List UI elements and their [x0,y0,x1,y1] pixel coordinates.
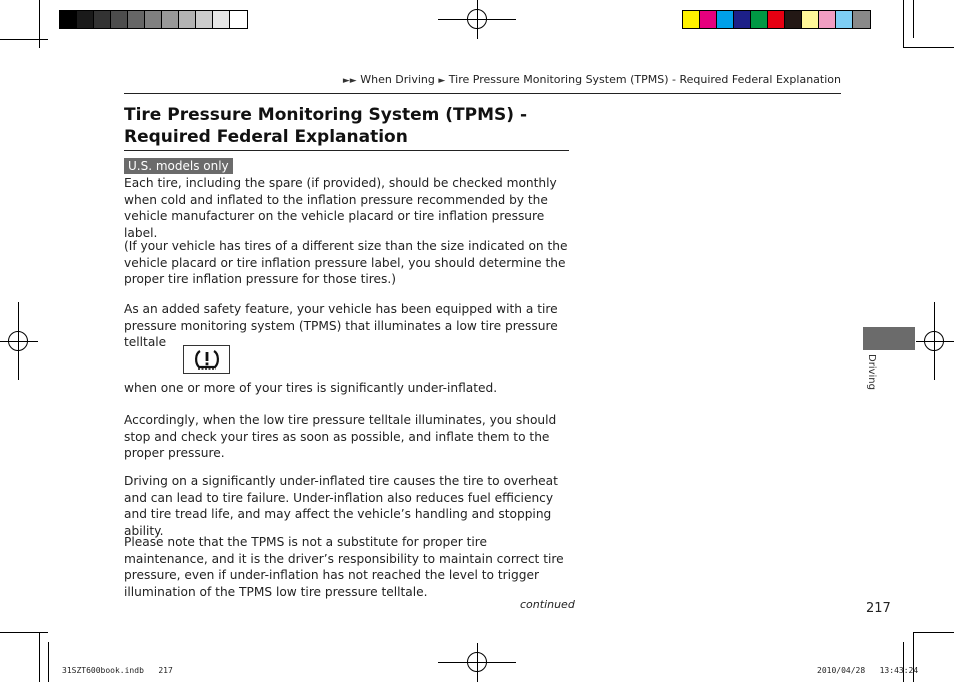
color-swatch [196,11,213,28]
color-swatch [700,11,717,28]
color-swatch [836,11,853,28]
registration-mark [477,643,478,682]
color-swatch [111,11,128,28]
color-swatch [717,11,734,28]
registration-mark [477,0,478,39]
color-swatch [751,11,768,28]
side-tab-label: Driving [866,354,877,390]
registration-mark [18,302,19,380]
header-rule [124,93,841,94]
breadcrumb-item-when-driving[interactable]: When Driving [360,73,435,86]
footer-file-info: 31SZT600book.indb 217 [62,666,173,675]
paragraph-please-note: Please note that the TPMS is not a substitute for proper tire maintenance, and it is the driver’s responsibility to maintain correct tire pressure, even if under-inflation has not reached the level to trigger illumination of the TPMS low tire pressure telltale. [124,535,564,599]
color-swatch [853,11,870,28]
crop-mark [39,632,40,682]
page-title: Tire Pressure Monitoring System (TPMS) - Required Federal Explanation [124,105,527,147]
color-swatch [179,11,196,28]
color-swatch [230,11,247,28]
paragraph-driving-underinflated: Driving on a significantly under-inflated tire causes the tire to overheat and can lead to tire failure. Under-inflation also reduces fuel efficiency and tire tread life, and may affect the vehicle’s handling and stopping ability. [124,474,558,538]
color-swatch [213,11,230,28]
registration-mark [916,341,954,342]
color-swatch [819,11,836,28]
crop-mark [903,47,954,48]
color-swatch [734,11,751,28]
footer-timestamp: 2010/04/28 13:43:24 [817,666,919,675]
side-tab[interactable] [863,327,915,350]
color-swatch [94,11,111,28]
paragraph-monthly-check: Each tire, including the spare (if provided), should be checked monthly when cold and inflated to the inflation pressure recommended by the vehicle manufacturer on the vehicle placard or tire inflation pressure label. [124,176,557,240]
breadcrumb [343,73,841,86]
crop-mark [48,642,49,682]
color-swatch [128,11,145,28]
page-number: 217 [866,601,891,616]
registration-mark [0,341,38,342]
crop-mark [913,0,914,38]
color-swatch [77,11,94,28]
crop-mark [0,632,48,633]
color-swatch [162,11,179,28]
color-swatch [768,11,785,28]
title-rule [124,150,569,151]
paragraph-under-inflated: when one or more of your tires is significantly under-inflated. [124,381,498,395]
paragraph-different-size: (If your vehicle has tires of a different size than the size indicated on the vehicle placard or tire inflation pressure label, you should determine the proper tire inflation pressure for those tires.) [124,239,568,286]
color-swatch [785,11,802,28]
color-swatch-bar [682,10,871,29]
crop-mark [0,39,48,40]
crop-mark [913,632,954,633]
paragraph-safety-feature: As an added safety feature, your vehicle has been equipped with a tire pressure monitoring system (TPMS) that illuminates a low tire pressure telltale [124,302,558,349]
continued-label: continued [520,598,575,611]
color-swatch [60,11,77,28]
low-tire-pressure-telltale-icon [183,345,230,374]
crop-mark [903,642,904,682]
color-swatch [145,11,162,28]
color-swatch [683,11,700,28]
breadcrumb-item-tpms: Tire Pressure Monitoring System (TPMS) - Required Federal Explanation [448,73,841,86]
breadcrumb-separator: ► [438,76,446,86]
us-models-badge: U.S. models only [124,158,233,174]
crop-mark [39,0,40,48]
color-swatch [802,11,819,28]
paragraph-accordingly: Accordingly, when the low tire pressure telltale illuminates, you should stop and check your tires as soon as possible, and inflate them to the proper pressure. [124,413,557,460]
crop-mark [903,0,904,48]
breadcrumb-arrow: ►► [342,76,357,86]
registration-mark [934,302,935,380]
gray-swatch-bar [59,10,248,29]
